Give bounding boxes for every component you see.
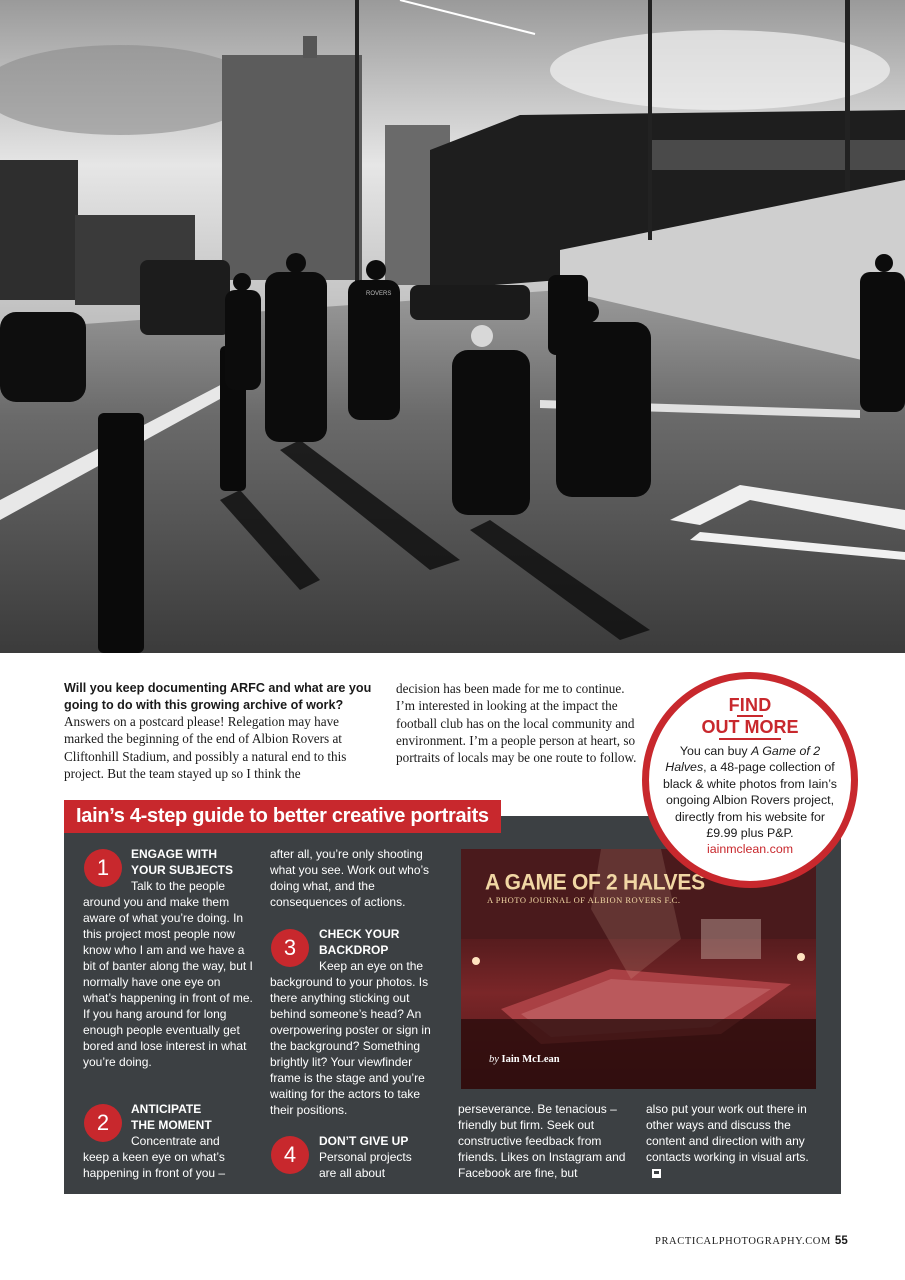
pole [648, 0, 652, 240]
step-text: Keep an eye on the [319, 959, 424, 973]
person [233, 273, 251, 291]
pole [845, 0, 850, 190]
person [286, 253, 306, 273]
end-mark-icon [652, 1169, 661, 1178]
find-out-more-body [661, 743, 839, 858]
step-head-line: ENGAGE WITH [131, 847, 217, 861]
find-out-more-title-2: OUT MORE [701, 717, 799, 737]
book-cover-title: A GAME OF 2 HALVES [485, 870, 705, 895]
van [140, 260, 230, 335]
by-prefix: by [489, 1054, 499, 1065]
bollard [98, 413, 144, 653]
step-2-number: 2 [84, 1104, 122, 1142]
child [452, 350, 530, 515]
person [265, 272, 327, 442]
step-head-line: ANTICIPATE [131, 1102, 202, 1116]
interview-column-1 [64, 680, 376, 782]
house [0, 160, 78, 300]
author-name: Iain McLean [501, 1054, 560, 1065]
book-cover-author [489, 1054, 560, 1065]
footer [655, 1235, 848, 1247]
interview-question: Will you keep documenting ARFC and what are you going to do with this growing archive of work? [64, 681, 372, 712]
step-head-line: DON’T GIVE UP [319, 1134, 409, 1148]
jacket-text: ROVERS [366, 291, 392, 297]
step-head-line: THE MOMENT [131, 1118, 212, 1132]
person [366, 260, 386, 280]
step-3-head [319, 926, 444, 974]
step-text: Talk to the people [131, 879, 226, 893]
step-4-text-cont: perseverance. Be tenacious – friendly but firm. Seek out constructive feedback from friends. Likes on Instagram and Facebook are fine, but [458, 1102, 626, 1180]
guide-title: Iain’s 4-step guide to better creative portraits [64, 800, 501, 833]
person [548, 275, 588, 355]
child-hat [471, 325, 493, 347]
book-title: A Game of 2 Halves [665, 744, 821, 775]
pole [355, 0, 359, 285]
step-text: Personal projects [319, 1150, 412, 1164]
step-2-text: keep a keen eye on what’s happening in front of you – [83, 1150, 226, 1180]
book-cover-subtitle: A PHOTO JOURNAL OF ALBION ROVERS F.C. [487, 895, 681, 905]
step-text: are all about [319, 1166, 386, 1180]
step-4-text-end [646, 1101, 816, 1181]
person [225, 290, 261, 390]
website-link[interactable]: iainmclean.com [706, 842, 794, 857]
step-4-head [319, 1133, 444, 1181]
car [410, 285, 530, 320]
tower-block [222, 55, 362, 280]
interview-answer-part-2: decision has been made for me to continue. I’m interested in looking at the impact the football club has on the local community and environment. I’m a people person at heart, so portraits of locals may be one route to follow. [396, 681, 637, 766]
person [875, 254, 893, 272]
step-text: also put your work out there in other ways and discuss the content and direction with any contacts working in visual arts. [646, 1102, 809, 1164]
step-3-text: background to your photos. Is there anything sticking out behind someone’s head? An overpowering poster or sign in the background? Something brightly lit? Your viewfinder frame is the stage and you’re waiting for the actors to take their positions. [270, 975, 431, 1117]
stand-roof [650, 140, 905, 170]
find-out-more-title-1: FIND [728, 695, 772, 715]
footer-site[interactable]: PRACTICALPHOTOGRAPHY.COM [655, 1236, 831, 1247]
page-number: 55 [834, 1235, 848, 1247]
body-text: You can buy [679, 744, 752, 758]
interview-answer-part-1: Answers on a postcard please! Relegation may have marked the beginning of the end of Albion Rovers at Cliftonhill Stadium, and possibly a natural end to this project. But the team stayed up so I think the [64, 714, 347, 781]
floodlight [797, 953, 805, 961]
title-underline [719, 738, 781, 740]
step-2-text-cont: after all, you’re only shooting what you see. Work out who’s doing what, and the consequences of actions. [270, 847, 429, 909]
person [860, 272, 905, 412]
step-head-line: BACKDROP [319, 943, 389, 957]
person [348, 280, 400, 420]
step-text: Concentrate and [131, 1134, 220, 1148]
step-2-head [131, 1101, 266, 1149]
cloud [550, 30, 890, 110]
step-1-text: around you and make them aware of what you’re doing. In this project most people now know who I am and we have a bit of banter along the way, but I normally have one eye on what’s happening in front of me. If you hang around for long enough people eventually get bored and lose interest in what you’re doing. [83, 895, 253, 1069]
find-out-more-circle [642, 672, 858, 888]
step-head-line: CHECK YOUR [319, 927, 400, 941]
step-1-number: 1 [84, 849, 122, 887]
floodlight [472, 957, 480, 965]
step-head-line: YOUR SUBJECTS [131, 863, 234, 877]
tower-mast [303, 36, 317, 58]
step-4-number: 4 [271, 1136, 309, 1174]
step-1-head [131, 846, 266, 894]
body-text: , a 48-page collection of black & white photos from Iain’s ongoing Albion Rovers project, directly from his website for £9.99 plus P&P. [662, 760, 837, 841]
stand [701, 919, 761, 959]
car [0, 312, 86, 402]
step-3-number: 3 [271, 929, 309, 967]
